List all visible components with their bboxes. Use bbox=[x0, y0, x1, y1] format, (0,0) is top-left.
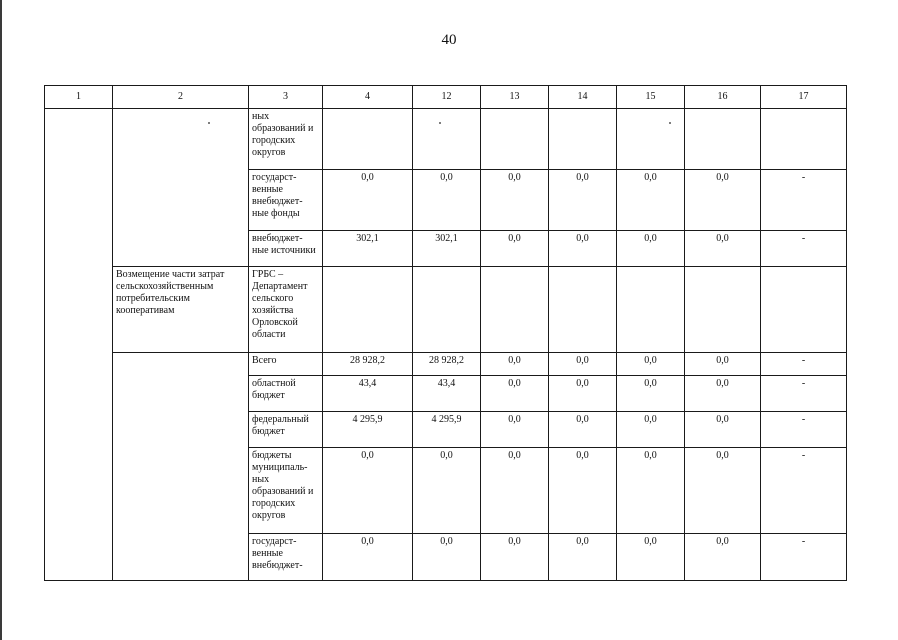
value-cell: 0,0 bbox=[549, 376, 617, 412]
value-cell: 0,0 bbox=[481, 170, 549, 231]
value-cell: 0,0 bbox=[549, 448, 617, 534]
value-cell: 0,0 bbox=[617, 534, 685, 581]
source-cell: государст-венные внебюджет-ные фонды bbox=[249, 170, 323, 231]
value-cell: 0,0 bbox=[617, 170, 685, 231]
scan-speck bbox=[669, 122, 671, 124]
measure-cell-continued bbox=[113, 109, 249, 267]
value-cell: 28 928,2 bbox=[323, 353, 413, 376]
value-cell: 0,0 bbox=[549, 534, 617, 581]
value-cell: 0,0 bbox=[617, 376, 685, 412]
value-cell: 0,0 bbox=[413, 534, 481, 581]
value-cell bbox=[761, 109, 847, 170]
value-cell: 0,0 bbox=[685, 353, 761, 376]
value-cell: 0,0 bbox=[323, 170, 413, 231]
value-cell bbox=[413, 267, 481, 353]
value-cell bbox=[685, 267, 761, 353]
value-cell bbox=[685, 109, 761, 170]
source-cell: Всего bbox=[249, 353, 323, 376]
value-cell bbox=[549, 109, 617, 170]
value-cell: 0,0 bbox=[413, 448, 481, 534]
column-header: 13 bbox=[481, 86, 549, 109]
value-cell: - bbox=[761, 231, 847, 267]
value-cell: 0,0 bbox=[549, 353, 617, 376]
table-row bbox=[45, 353, 847, 376]
value-cell: - bbox=[761, 534, 847, 581]
value-cell: 0,0 bbox=[549, 170, 617, 231]
value-cell bbox=[481, 109, 549, 170]
value-cell: 43,4 bbox=[413, 376, 481, 412]
source-cell: государст-венные внебюджет- bbox=[249, 534, 323, 581]
table-row bbox=[45, 109, 847, 170]
value-cell: 302,1 bbox=[413, 231, 481, 267]
value-cell bbox=[413, 109, 481, 170]
source-cell: бюджеты муниципаль-ных образований и городских округов bbox=[249, 448, 323, 534]
value-cell: 0,0 bbox=[617, 353, 685, 376]
source-cell: внебюджет-ные источники bbox=[249, 231, 323, 267]
column-header: 1 bbox=[45, 86, 113, 109]
value-cell: 0,0 bbox=[685, 170, 761, 231]
value-cell: 0,0 bbox=[549, 412, 617, 448]
value-cell: 0,0 bbox=[617, 231, 685, 267]
column-header: 15 bbox=[617, 86, 685, 109]
source-cell: федеральный бюджет bbox=[249, 412, 323, 448]
table-header-row bbox=[45, 86, 847, 109]
value-cell: 0,0 bbox=[413, 170, 481, 231]
column-header: 4 bbox=[323, 86, 413, 109]
value-cell: 0,0 bbox=[685, 231, 761, 267]
value-cell: 0,0 bbox=[481, 412, 549, 448]
measure-name: Возмещение части затрат сельскохозяйственным потребительским кооперативам bbox=[113, 267, 249, 353]
value-cell: 0,0 bbox=[685, 376, 761, 412]
value-cell: 0,0 bbox=[481, 231, 549, 267]
value-cell: - bbox=[761, 353, 847, 376]
source-cell: областной бюджет bbox=[249, 376, 323, 412]
value-cell: 0,0 bbox=[617, 412, 685, 448]
value-cell: 0,0 bbox=[617, 448, 685, 534]
page-number: 40 bbox=[441, 32, 457, 48]
value-cell bbox=[323, 109, 413, 170]
budget-table bbox=[44, 85, 847, 581]
value-cell: 0,0 bbox=[685, 412, 761, 448]
value-cell: - bbox=[761, 448, 847, 534]
column-header: 17 bbox=[761, 86, 847, 109]
value-cell: 28 928,2 bbox=[413, 353, 481, 376]
value-cell: 0,0 bbox=[481, 376, 549, 412]
value-cell bbox=[549, 267, 617, 353]
value-cell: 43,4 bbox=[323, 376, 413, 412]
value-cell: 0,0 bbox=[481, 448, 549, 534]
column-header: 3 bbox=[249, 86, 323, 109]
value-cell bbox=[617, 109, 685, 170]
value-cell bbox=[761, 267, 847, 353]
grbs-cell: ГРБС – Департамент сельского хозяйства Орловской области bbox=[249, 267, 323, 353]
page-left-edge bbox=[0, 0, 2, 640]
value-cell: 0,0 bbox=[323, 534, 413, 581]
table-row bbox=[45, 267, 847, 353]
measure-cell-empty bbox=[113, 353, 249, 581]
column-header: 14 bbox=[549, 86, 617, 109]
value-cell: 0,0 bbox=[481, 534, 549, 581]
value-cell: - bbox=[761, 412, 847, 448]
value-cell: 0,0 bbox=[549, 231, 617, 267]
value-cell: - bbox=[761, 170, 847, 231]
column-header: 16 bbox=[685, 86, 761, 109]
value-cell bbox=[481, 267, 549, 353]
column-header: 12 bbox=[413, 86, 481, 109]
value-cell: - bbox=[761, 376, 847, 412]
value-cell: 4 295,9 bbox=[323, 412, 413, 448]
scan-speck bbox=[439, 122, 441, 124]
scan-speck bbox=[208, 122, 210, 124]
number-cell bbox=[45, 109, 113, 581]
value-cell: 0,0 bbox=[685, 534, 761, 581]
value-cell bbox=[617, 267, 685, 353]
value-cell: 0,0 bbox=[481, 353, 549, 376]
value-cell: 0,0 bbox=[685, 448, 761, 534]
column-header: 2 bbox=[113, 86, 249, 109]
value-cell: 302,1 bbox=[323, 231, 413, 267]
value-cell: 4 295,9 bbox=[413, 412, 481, 448]
value-cell: 0,0 bbox=[323, 448, 413, 534]
value-cell bbox=[323, 267, 413, 353]
source-cell: ных образований и городских округов bbox=[249, 109, 323, 170]
